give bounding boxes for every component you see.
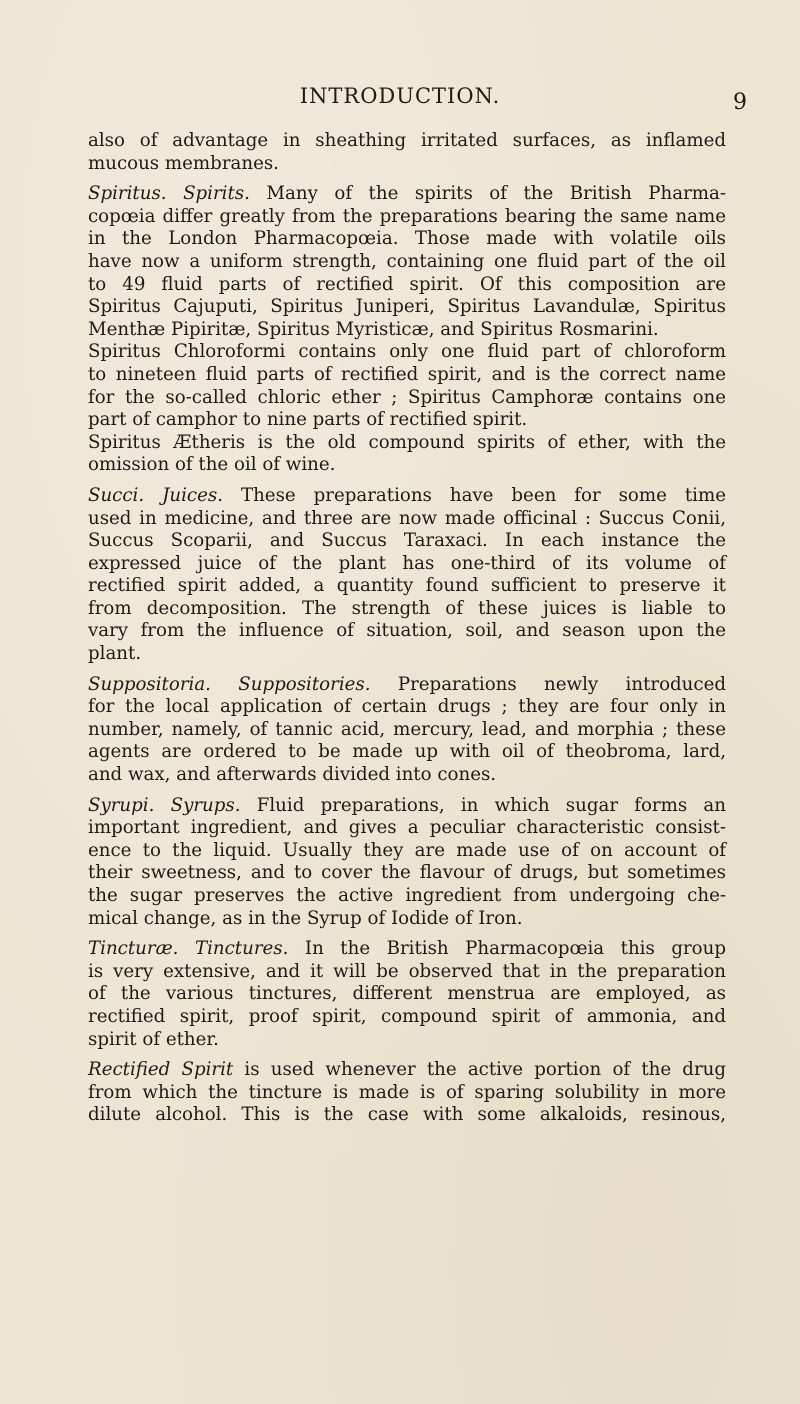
paragraph-tincturae [88,938,726,1051]
line-remainder: Many of the spirits of the British Pharma- [249,183,727,205]
running-head [0,84,800,115]
text-line: Succus Scoparii, and Succus Taraxaci. In each instance the [88,530,726,552]
text-line: rectified spirit added, a quantity found sufficient to preserve it [88,575,726,597]
paragraph-succi [88,485,726,666]
text-line: important ingredient, and gives a peculiar characteristic consist- [88,817,726,839]
italic-lead-term: Tincturæ. Tinctures. [88,938,289,960]
text-line-with-italic-lead [88,795,726,818]
paragraph-syrupi [88,795,726,931]
text-line: their sweetness, and to cover the flavour of drugs, but sometimes [88,862,726,884]
paragraph-spiritus [88,183,726,477]
text-line: mucous membranes. [88,152,279,174]
line-remainder: Fluid preparations, in which sugar forms an [240,794,726,816]
text-line-with-italic-lead [88,674,726,697]
text-line-with-italic-lead [88,1059,726,1082]
text-line: mical change, as in the Syrup of Iodide of Iron. [88,907,523,929]
text-line: in the London Pharmacopœia. Those made with volatile oils [88,228,726,250]
text-line: Menthæ Pipiritæ, Spiritus Myristicæ, and Spiritus Rosmarini. [88,318,659,340]
text-line: have now a uniform strength, containing one fluid part of the oil [88,250,726,272]
text-line: to 49 fluid parts of rectified spirit. Of this composition are [88,273,726,295]
paragraph-suppositoria [88,674,726,787]
text-line: the sugar preserves the active ingredient from undergoing che- [88,885,726,906]
text-line: ence to the liquid. Usually they are made use of on account of [88,839,726,861]
line-remainder: Preparations newly introduced [370,673,726,695]
text-line: of the various tinctures, different menstrua are employed, as [88,983,726,1005]
text-line-with-italic-lead [88,183,726,206]
text-line: part of camphor to nine parts of rectified spirit. [88,409,528,431]
paragraph-sheathing [88,130,726,175]
text-line: vary from the influence of situation, soil, and season upon the [88,620,726,642]
text-line: agents are ordered to be made up with oil of theobroma, lard, [88,741,726,763]
italic-lead-term: Succi. Juices. [88,484,223,506]
text-line: rectified spirit, proof spirit, compound spirit of ammonia, and [88,1005,726,1027]
body-text [88,130,726,1127]
text-line: from decomposition. The strength of these juices is liable to [88,597,726,619]
line-remainder: These preparations have been for some time [223,484,726,506]
text-line-with-italic-lead [88,938,726,961]
text-line: Spiritus Cajuputi, Spiritus Juniperi, Spiritus Lavandulæ, Spiritus [88,296,726,318]
text-line: to nineteen fluid parts of rectified spirit, and is the correct name [88,363,726,385]
page-number: 9 [733,90,747,115]
line-remainder: In the British Pharmacopœia this group [288,938,726,960]
text-line: expressed juice of the plant has one-third of its volume of [88,552,726,574]
text-line: is very extensive, and it will be observed that in the preparation [88,960,726,982]
text-line: number, namely, of tannic acid, mercury, lead, and morphia ; these [88,718,726,740]
text-line: dilute alcohol. This is the case with some alkaloids, resinous, [88,1104,726,1126]
italic-lead-term: Syrupi. Syrups. [88,794,241,816]
italic-lead-term: Rectified Spirit [88,1059,234,1081]
text-line: from which the tincture is made is of sparing solubility in more [88,1081,726,1103]
text-line: plant. [88,643,142,665]
text-line: also of advantage in sheathing irritated surfaces, as inflamed [88,130,726,151]
text-line-with-italic-lead [88,485,726,508]
text-line: spirit of ether. [88,1028,219,1050]
text-line: copœia differ greatly from the preparations bearing the same name [88,205,726,227]
text-line: Spiritus Chloroformi contains only one fluid part of chloroform [88,341,726,363]
paragraph-rectified-spirit [88,1059,726,1127]
text-line: for the local application of certain drugs ; they are four only in [88,696,726,718]
text-line: and wax, and afterwards divided into cones. [88,764,497,786]
italic-lead-term: Suppositoria. Suppositories. [88,673,371,695]
italic-lead-term: Spiritus. Spirits. [88,183,250,205]
text-line: used in medicine, and three are now made officinal : Succus Conii, [88,507,726,529]
page-header-title: INTRODUCTION. [299,84,501,108]
text-line: Spiritus Ætheris is the old compound spirits of ether, with the [88,431,726,453]
text-line: for the so-called chloric ether ; Spiritus Camphoræ contains one [88,386,726,408]
line-remainder: is used whenever the active portion of the drug [233,1059,726,1081]
text-line: omission of the oil of wine. [88,454,336,476]
